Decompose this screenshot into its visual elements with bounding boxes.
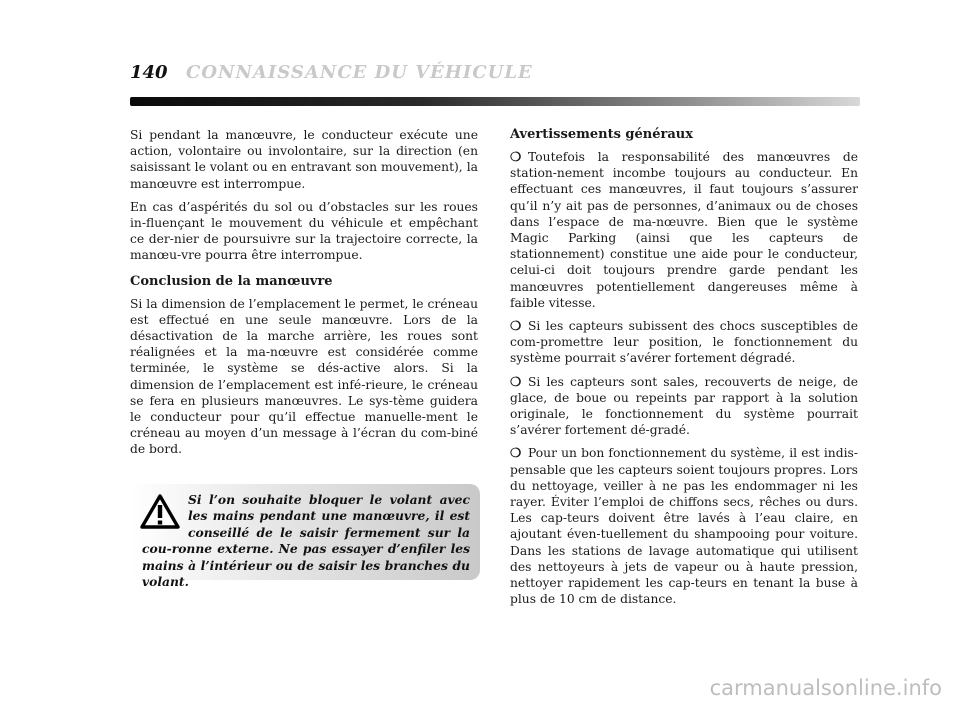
paragraph: Si pendant la manœuvre, le conducteur exécute une action, volontaire ou involontaire, sur la direction (en saisissant le volant ou en entravant son mouvement), la manœuvre est interrompue.	[130, 128, 478, 191]
list-item	[510, 149, 858, 311]
list-item-text: Si les capteurs sont sales, recouverts de neige, de glace, de boue ou repeints par rapport à la solution originale, le fonctionnement du système pourrait s’avérer fortement dé-gradé.	[510, 374, 858, 438]
paragraph: En cas d’aspérités du sol ou d’obstacles sur les roues in-fluençant le mouvement du véhicule et empêchant ce der-nier de poursuivre sur la trajectoire correcte, la manœu-vre pourra être interrompue.	[130, 199, 478, 263]
watermark: carmanualsonline.info	[709, 676, 942, 700]
section-title: CONNAISSANCE DU VÉHICULE	[186, 62, 533, 83]
page-number: 140	[130, 62, 168, 83]
section-heading: Avertissements généraux	[510, 127, 693, 142]
list-item-text: Pour un bon fonctionnement du système, il est indis-pensable que les capteurs soient toujours propres. Lors du nettoyage, veiller à ne pas les endommager ni les rayer. Éviter l’emploi de chiffons secs, rêches ou durs. Les cap-teurs doivent être lavés à l’eau claire, en ajoutant éven-tuellement du shampooing pour voiture. Dans les stations de lavage automatique qui utilisent des nettoyeurs à jets de vapeur ou à haute pression, nettoyer rapidement les cap-teurs en tenant la buse à plus de 10 cm de distance.	[510, 446, 858, 607]
list-item	[510, 374, 858, 439]
bullet-icon: ❍	[510, 318, 522, 334]
list-item-text: Toutefois la responsabilité des manœuvres de station-nement incombe toujours au conducteur. En effectuant ces manœuvres, il faut toujours s’assurer qu’il n’y ait pas de personnes, d’animaux ou de choses dans l’espace de ma-nœuvre. Bien que le système Magic Parking (ainsi que les capteurs de stationnement) constitue une aide pour le conducteur, celui-ci doit toujours prendre garde pendant les manœuvres potentiellement dangereuses même à faible vitesse.	[510, 150, 858, 310]
right-column	[510, 127, 858, 614]
bullet-icon: ❍	[510, 373, 522, 389]
list-item	[510, 318, 858, 367]
left-column	[130, 127, 478, 465]
list-item-text: Si les capteurs subissent des chocs susceptibles de com-promettre leur position, le fonctionnement du système pourrait s’avérer fortement dégradé.	[510, 319, 858, 366]
list-item	[510, 445, 858, 607]
bullet-icon: ❍	[510, 445, 522, 461]
warning-box	[130, 484, 480, 590]
warning-text: Si l’on souhaite bloquer le volant avec les mains pendant une manœuvre, il est conseillé de le saisir fermement sur la cou-ronne externe. Ne pas essayer d’enfiler les mains à l’intérieur ou de saisir les branches du volant.	[142, 492, 470, 590]
paragraph: Si la dimension de l’emplacement le permet, le créneau est effectué en une seule manœuvre. Lors de la désactivation de la marche arrière, les roues sont réalignées et la ma-nœuvre est considérée comme terminée, le système se dés-active alors. Si la dimension de l’emplacement est infé-rieure, le créneau se fera en plusieurs manœuvres. Le sys-tème guidera le conducteur pour qu’il effectue manuelle-ment le créneau au moyen d’un message à l’écran du com-biné de bord.	[130, 296, 478, 457]
bullet-icon: ❍	[510, 149, 522, 164]
header-rule	[130, 97, 860, 106]
section-heading: Conclusion de la manœuvre	[130, 273, 333, 289]
